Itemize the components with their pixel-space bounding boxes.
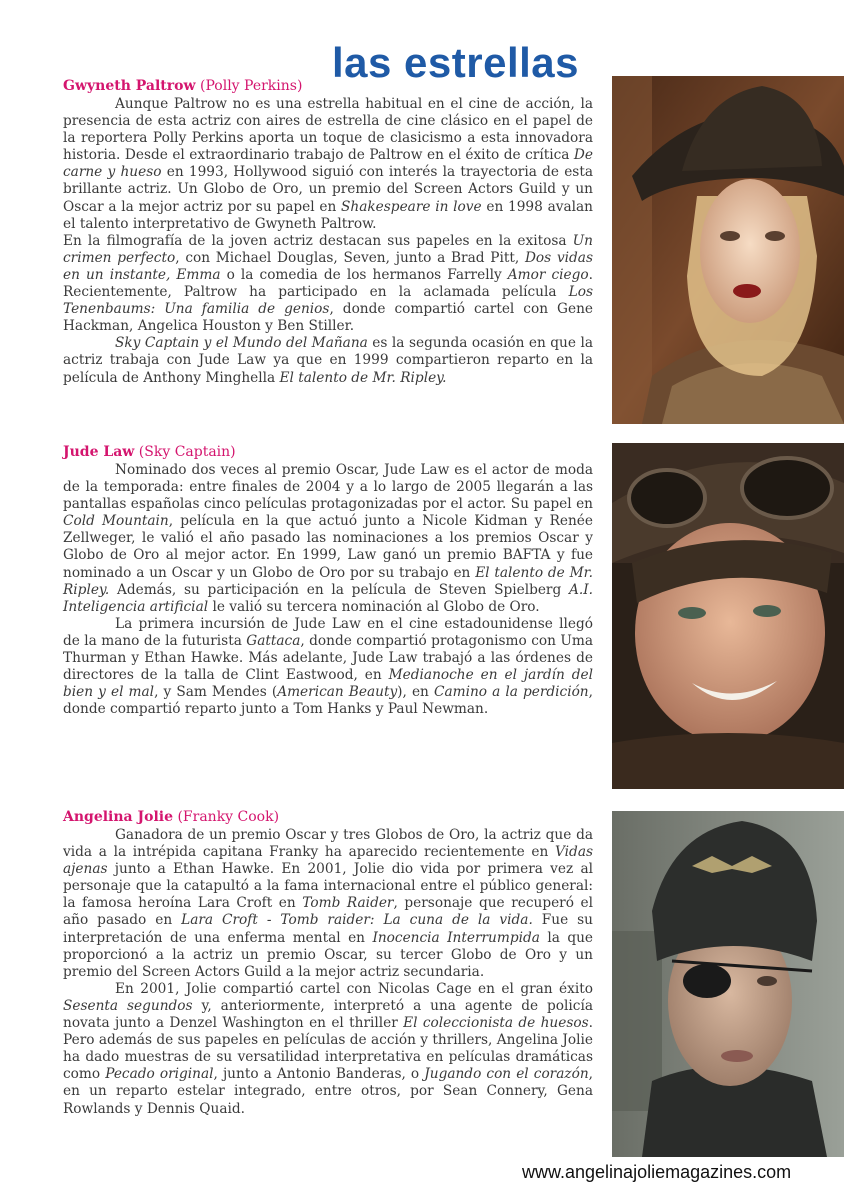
text-run: Además, su participación en la película de Steven Spielberg — [109, 581, 569, 598]
film-title: Gattaca — [246, 632, 301, 649]
law-photo — [612, 443, 844, 789]
text-run: la que proporcionó a la actriz un premio Oscar, su tercer Globo de Oro y un premio del Screen Actors Guild a la mejor actriz secundaria. — [63, 929, 594, 980]
text-run: , donde compartió cartel con Gene Hackman, Angelica Houston y Ben Stiller. — [63, 301, 593, 335]
character-role: (Sky Captain) — [138, 444, 236, 460]
film-title: El talento de Mr. Ripley. — [279, 369, 447, 386]
film-title: Inocencia Interrumpida — [372, 929, 540, 946]
character-role: (Polly Perkins) — [199, 78, 303, 94]
text-run: en 1993, Hollywood siguió con interés la trayectoria de esta brillante actriz. Un Globo de Oro, un premio del Screen Actors Guild y un Oscar a la mejor actriz por su papel en — [63, 164, 593, 215]
text-run: , junto a Antonio Banderas, o — [213, 1066, 425, 1083]
paragraph — [63, 616, 593, 719]
film-title: American Beauty — [277, 684, 398, 701]
page-title: las estrellas — [332, 39, 580, 86]
film-title: Amor ciego — [507, 266, 589, 283]
biography-text — [63, 96, 593, 387]
paragraph — [63, 233, 593, 336]
film-title: Los Tenenbaums: Una familia de genios — [63, 284, 593, 318]
character-role: (Franky Cook) — [177, 809, 280, 825]
text-run: , con Michael Douglas, Seven, junto a Brad Pitt, — [175, 249, 525, 266]
film-title: Medianoche en el jardín del bien y el mal — [63, 667, 593, 701]
paragraph — [63, 335, 593, 386]
biography-text — [63, 462, 593, 718]
website-url: www.angelinajoliemagazines.com — [522, 1162, 792, 1182]
paragraph — [63, 96, 593, 233]
text-run: Ganadora de un premio Oscar y tres Globos de Oro, la actriz que da vida a la intrépida capitana Franky ha aparecido recientemente en — [63, 827, 593, 861]
text-run: es la segunda ocasión en que la actriz trabaja con Jude Law ya que en 1999 compartieron reparto en la película de Anthony Minghella — [63, 335, 593, 386]
biography-text — [63, 827, 593, 1118]
paragraph — [63, 981, 593, 1118]
film-title: El talento de Mr. Ripley. — [63, 564, 593, 598]
film-title: Sesenta segundos — [63, 997, 193, 1014]
star-heading — [63, 77, 593, 95]
film-title: El coleccionista de huesos — [403, 1015, 589, 1032]
film-title: Camino a la perdición — [433, 684, 589, 701]
film-title: Jugando con el corazón — [424, 1066, 589, 1083]
jolie-photo — [612, 811, 844, 1157]
text-run: , película en la que actuó junto a Nicole Kidman y Renée Zellweger, le valió el año pasado las nominaciones a los premios Oscar y Globo de Oro al mejor actor. En 1999, Law ganó un premio BAFTA y fue nominado a un Oscar y un Globo de Oro por su trabajo en — [63, 513, 593, 581]
film-title: Shakespeare in love — [341, 198, 482, 215]
film-title: Dos vidas en un instante, Emma — [63, 249, 593, 283]
film-title: Vidas ajenas — [63, 844, 593, 878]
paragraph — [63, 462, 593, 616]
film-title: Un crimen perfecto — [63, 232, 593, 266]
text-run: Nominado dos veces al premio Oscar, Jude Law es el actor de moda de la temporada: entre finales de 2004 y a lo largo de 2005 llegarán a las pantallas españolas cinco películas protagonizadas por el actor. Su papel en — [63, 462, 593, 513]
text-run: En la filmografía de la joven actriz destacan sus papeles en la exitosa — [63, 232, 573, 249]
text-run: junto a Ethan Hawke. En 2001, Jolie dio vida por primera vez al personaje que la catapultó a la fama internacional entre el público general: la famosa heroína Lara Croft en — [63, 861, 593, 912]
text-run: . Recientemente, Paltrow ha participado en la aclamada película — [63, 266, 593, 301]
text-run: , personaje que recuperó el año pasado en — [63, 895, 594, 929]
film-title: Sky Captain y el Mundo del Mañana — [115, 335, 368, 352]
text-run: , en un reparto estelar integrado, entre otros, por Sean Connery, Gena Rowlands y Dennis Quaid. — [63, 1066, 594, 1117]
text-run: . Pero además de sus papeles en películas de acción y thrillers, Angelina Jolie ha dado muestras de su versatilidad interpretativa en películas dramáticas como — [63, 1015, 593, 1083]
text-run: , donde compartió reparto junto a Tom Hanks y Paul Newman. — [63, 684, 593, 718]
film-title: De carne y hueso — [63, 147, 593, 181]
text-run: o la comedia de los hermanos Farrelly — [220, 266, 508, 283]
film-title: Tomb Raider — [302, 895, 394, 912]
text-run: En 2001, Jolie compartió cartel con Nicolas Cage en el gran éxito — [115, 980, 593, 997]
paragraph — [63, 827, 593, 981]
star-section-paltrow — [63, 77, 593, 387]
paltrow-photo — [612, 76, 844, 424]
film-title: Pecado original — [105, 1066, 214, 1083]
star-name: Jude Law — [63, 444, 135, 460]
star-heading — [63, 443, 593, 461]
film-title: A.I. Inteligencia artificial — [63, 581, 593, 615]
text-run: Aunque Paltrow no es una estrella habitual en el cine de acción, la presencia de esta actriz con aires de estrella de cine clásico en el papel de la reportera Polly Perkins aporta un toque de clasicismo a esta innovadora historia. Desde el extraordinario trabajo de Paltrow en el éxito de crítica — [63, 96, 593, 164]
film-title: Cold Mountain — [63, 513, 169, 530]
film-title: Lara Croft - Tomb raider: La cuna de la vida. — [181, 912, 533, 929]
text-run: en 1998 avalan el talento interpretativo de Gwyneth Paltrow. — [63, 198, 593, 232]
star-section-jolie — [63, 808, 593, 1118]
text-run: le valió su tercera nominación al Globo de Oro. — [208, 598, 540, 615]
text-run: , donde compartió protagonismo con Uma Thurman y Ethan Hawke. Más adelante, Jude Law trabajó a las órdenes de directores de la talla de Clint Eastwood, en — [63, 632, 594, 684]
text-run: , y Sam Mendes ( — [154, 684, 278, 701]
text-run: y, anteriormente, interpretó a una agente de policía novata junto a Denzel Washington en el thriller — [63, 997, 593, 1032]
star-name: Gwyneth Paltrow — [63, 78, 196, 94]
text-run: ), en — [397, 684, 434, 701]
star-name: Angelina Jolie — [63, 809, 174, 825]
star-heading — [63, 808, 593, 826]
text-run: Fue su interpretación de una enferma mental en — [63, 912, 593, 946]
text-run: La primera incursión de Jude Law en el cine estadounidense llegó de la mano de la futurista — [63, 615, 593, 649]
star-section-law — [63, 443, 593, 718]
